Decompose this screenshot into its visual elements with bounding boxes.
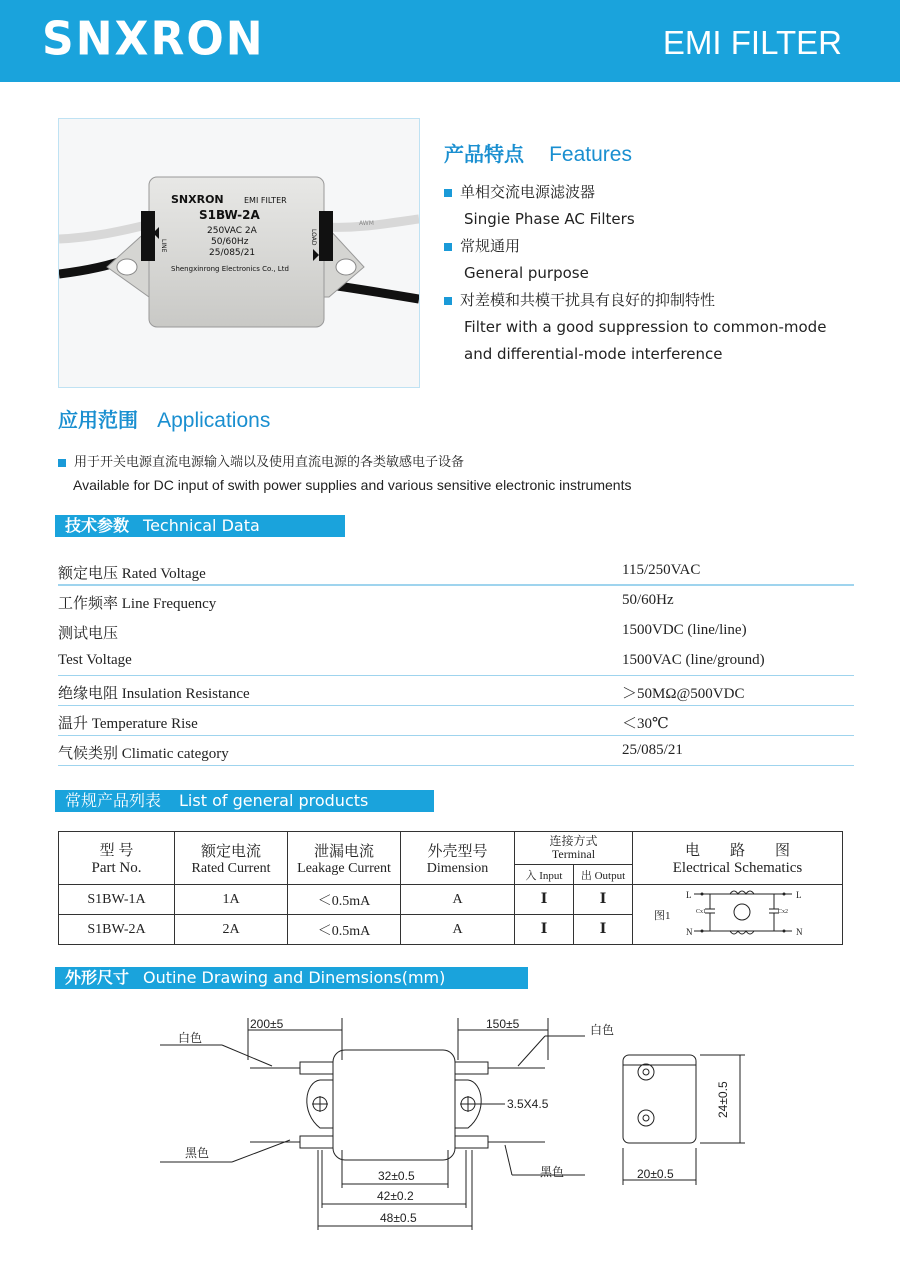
- tech-row: [58, 585, 854, 615]
- products-title-cn: 常规产品列表: [65, 791, 162, 810]
- header-terminal: 连接方式 Terminal: [515, 832, 633, 865]
- tech-value: 1500VAC (line/ground): [622, 652, 765, 668]
- feature-en: General purpose: [464, 264, 589, 282]
- header-current: 额定电流 Rated Current: [175, 832, 288, 885]
- schematic-n-out: N: [795, 927, 802, 937]
- cell-current: 1A: [175, 885, 288, 915]
- tech-row: [58, 555, 854, 586]
- products-title-en: List of general products: [179, 791, 369, 810]
- dim-48: 48±0.5: [380, 1211, 417, 1225]
- product-illustration: [59, 119, 419, 387]
- features-title-en: Features: [549, 143, 632, 166]
- product-photo: [58, 118, 420, 388]
- photo-rating: 250VAC 2A: [207, 226, 257, 236]
- table-row: [59, 885, 843, 915]
- applications-cn: [58, 451, 464, 470]
- header-schematic: 电 路 图 Electrical Schematics: [633, 832, 843, 885]
- feature-item: [444, 233, 864, 260]
- applications-en: Available for DC input of swith power supplies and various sensitive electronic instruments: [73, 477, 632, 493]
- dim-lead-left: 200±5: [250, 1017, 284, 1031]
- cell-leak: ＜0.5mA: [288, 885, 401, 915]
- label-white-right: 白色: [590, 1023, 615, 1037]
- bullet-square-icon: [444, 297, 452, 305]
- tech-row: [58, 615, 854, 645]
- tech-row: [58, 645, 854, 676]
- cell-output: Ⅰ: [574, 885, 633, 915]
- tech-label: Test Voltage: [58, 652, 132, 668]
- cell-leak: ＜0.5mA: [288, 915, 401, 945]
- feature-item: [444, 287, 864, 314]
- products-table: [58, 831, 843, 945]
- features-list: [444, 179, 864, 368]
- table-header-row: [59, 832, 843, 865]
- header-leak: 泄漏电流 Leakage Current: [288, 832, 401, 885]
- photo-freq: 50/60Hz: [211, 237, 249, 247]
- feature-cn: 单相交流电源滤波器: [460, 183, 596, 201]
- feature-en: and differential-mode interference: [464, 345, 723, 363]
- feature-en: Singie Phase AC Filters: [464, 210, 635, 228]
- dim-32: 32±0.5: [378, 1169, 415, 1183]
- header-title: EMI FILTER: [662, 24, 842, 61]
- feature-cn: 对差模和共模干扰具有良好的抑制特性: [460, 291, 716, 309]
- tech-label: 气候类别 Climatic category: [58, 746, 229, 762]
- tech-label: 测试电压: [58, 626, 119, 642]
- tech-value: ＞50MΩ@500VDC: [622, 686, 745, 702]
- schematic-cx2: Cx2: [777, 909, 788, 915]
- cell-input: Ⅰ: [515, 915, 574, 945]
- dim-lead-right: 150±5: [486, 1017, 520, 1031]
- schematic-l-in: L: [685, 890, 691, 900]
- applications-title: [58, 404, 270, 433]
- dim-24: 24±0.5: [716, 1081, 730, 1118]
- schematic-l-out: L: [795, 890, 801, 900]
- feature-en: Filter with a good suppression to common-mode: [464, 318, 827, 336]
- cell-case: A: [401, 915, 515, 945]
- cell-part: S1BW-2A: [59, 915, 175, 945]
- dim-20: 20±0.5: [637, 1167, 674, 1181]
- tech-row: [58, 735, 854, 766]
- label-black-right: 黑色: [540, 1165, 565, 1179]
- photo-climatic: 25/085/21: [209, 248, 256, 258]
- outline-title-en: Outine Drawing and Dinemsions(mm): [143, 968, 446, 987]
- tech-label: 工作频率 Line Frequency: [58, 596, 217, 612]
- cell-output: Ⅰ: [574, 915, 633, 945]
- cell-input: Ⅰ: [515, 885, 574, 915]
- outline-title-cn: 外形尺寸: [65, 968, 130, 987]
- products-title-bar: [55, 790, 434, 812]
- technical-title-en: Technical Data: [143, 516, 260, 535]
- cell-case: A: [401, 885, 515, 915]
- cell-part: S1BW-1A: [59, 885, 175, 915]
- features-title-cn: 产品特点: [444, 142, 524, 166]
- applications-cn-text: 用于开关电源直流电源输入端以及使用直流电源的各类敏感电子设备: [74, 455, 465, 470]
- feature-item: [444, 179, 864, 206]
- schematic-fig-label: 图1: [653, 910, 670, 922]
- photo-cable-print: AWM: [359, 220, 374, 227]
- photo-side-line: LINE: [160, 239, 167, 253]
- tech-value: 115/250VAC: [622, 562, 701, 578]
- tech-row: [58, 675, 854, 706]
- cell-current: 2A: [175, 915, 288, 945]
- tech-value: 25/085/21: [622, 742, 683, 758]
- schematic-diagram: [634, 885, 842, 939]
- applications-title-cn: 应用范围: [58, 408, 138, 432]
- technical-title-cn: 技术参数: [65, 516, 130, 535]
- technical-title-bar: [55, 515, 345, 537]
- bullet-square-icon: [444, 243, 452, 251]
- dim-hole: 3.5X4.5: [507, 1097, 549, 1111]
- header-input: 入 Input: [515, 865, 574, 885]
- tech-label: 额定电压 Rated Voltage: [58, 566, 206, 582]
- tech-value: ＜30℃: [622, 716, 669, 732]
- schematic-n-in: N: [685, 927, 692, 937]
- schematic-cx1: Cx1: [695, 909, 706, 915]
- dim-42: 42±0.2: [377, 1189, 414, 1203]
- photo-company: Shengxinrong Electronics Co., Ltd: [171, 265, 289, 273]
- outline-title-bar: [55, 967, 528, 989]
- photo-side-load: LOAD: [310, 229, 317, 246]
- tech-value: 1500VDC (line/line): [622, 622, 747, 638]
- divider: [58, 584, 854, 585]
- outline-drawing: [0, 1000, 900, 1250]
- brand-logo: SNXRON: [42, 12, 265, 67]
- photo-label-type: EMI FILTER: [244, 196, 287, 205]
- bullet-square-icon: [444, 189, 452, 197]
- tech-row: [58, 705, 854, 736]
- tech-value: 50/60Hz: [622, 592, 674, 608]
- photo-model: S1BW-2A: [199, 208, 260, 222]
- header-case: 外壳型号 Dimension: [401, 832, 515, 885]
- cell-schematic: [633, 885, 843, 945]
- header-output: 出 Output: [574, 865, 633, 885]
- tech-label: 绝缘电阻 Insulation Resistance: [58, 686, 250, 702]
- feature-cn: 常规通用: [460, 237, 521, 255]
- applications-title-en: Applications: [157, 409, 271, 432]
- photo-label-brand: SNXRON: [171, 193, 224, 206]
- label-white-left: 白色: [178, 1031, 203, 1045]
- tech-label: 温升 Temperature Rise: [58, 716, 198, 732]
- bullet-square-icon: [58, 459, 66, 467]
- header-part: 型 号 Part No.: [59, 832, 175, 885]
- label-black-left: 黑色: [185, 1146, 210, 1160]
- features-title: [444, 138, 632, 167]
